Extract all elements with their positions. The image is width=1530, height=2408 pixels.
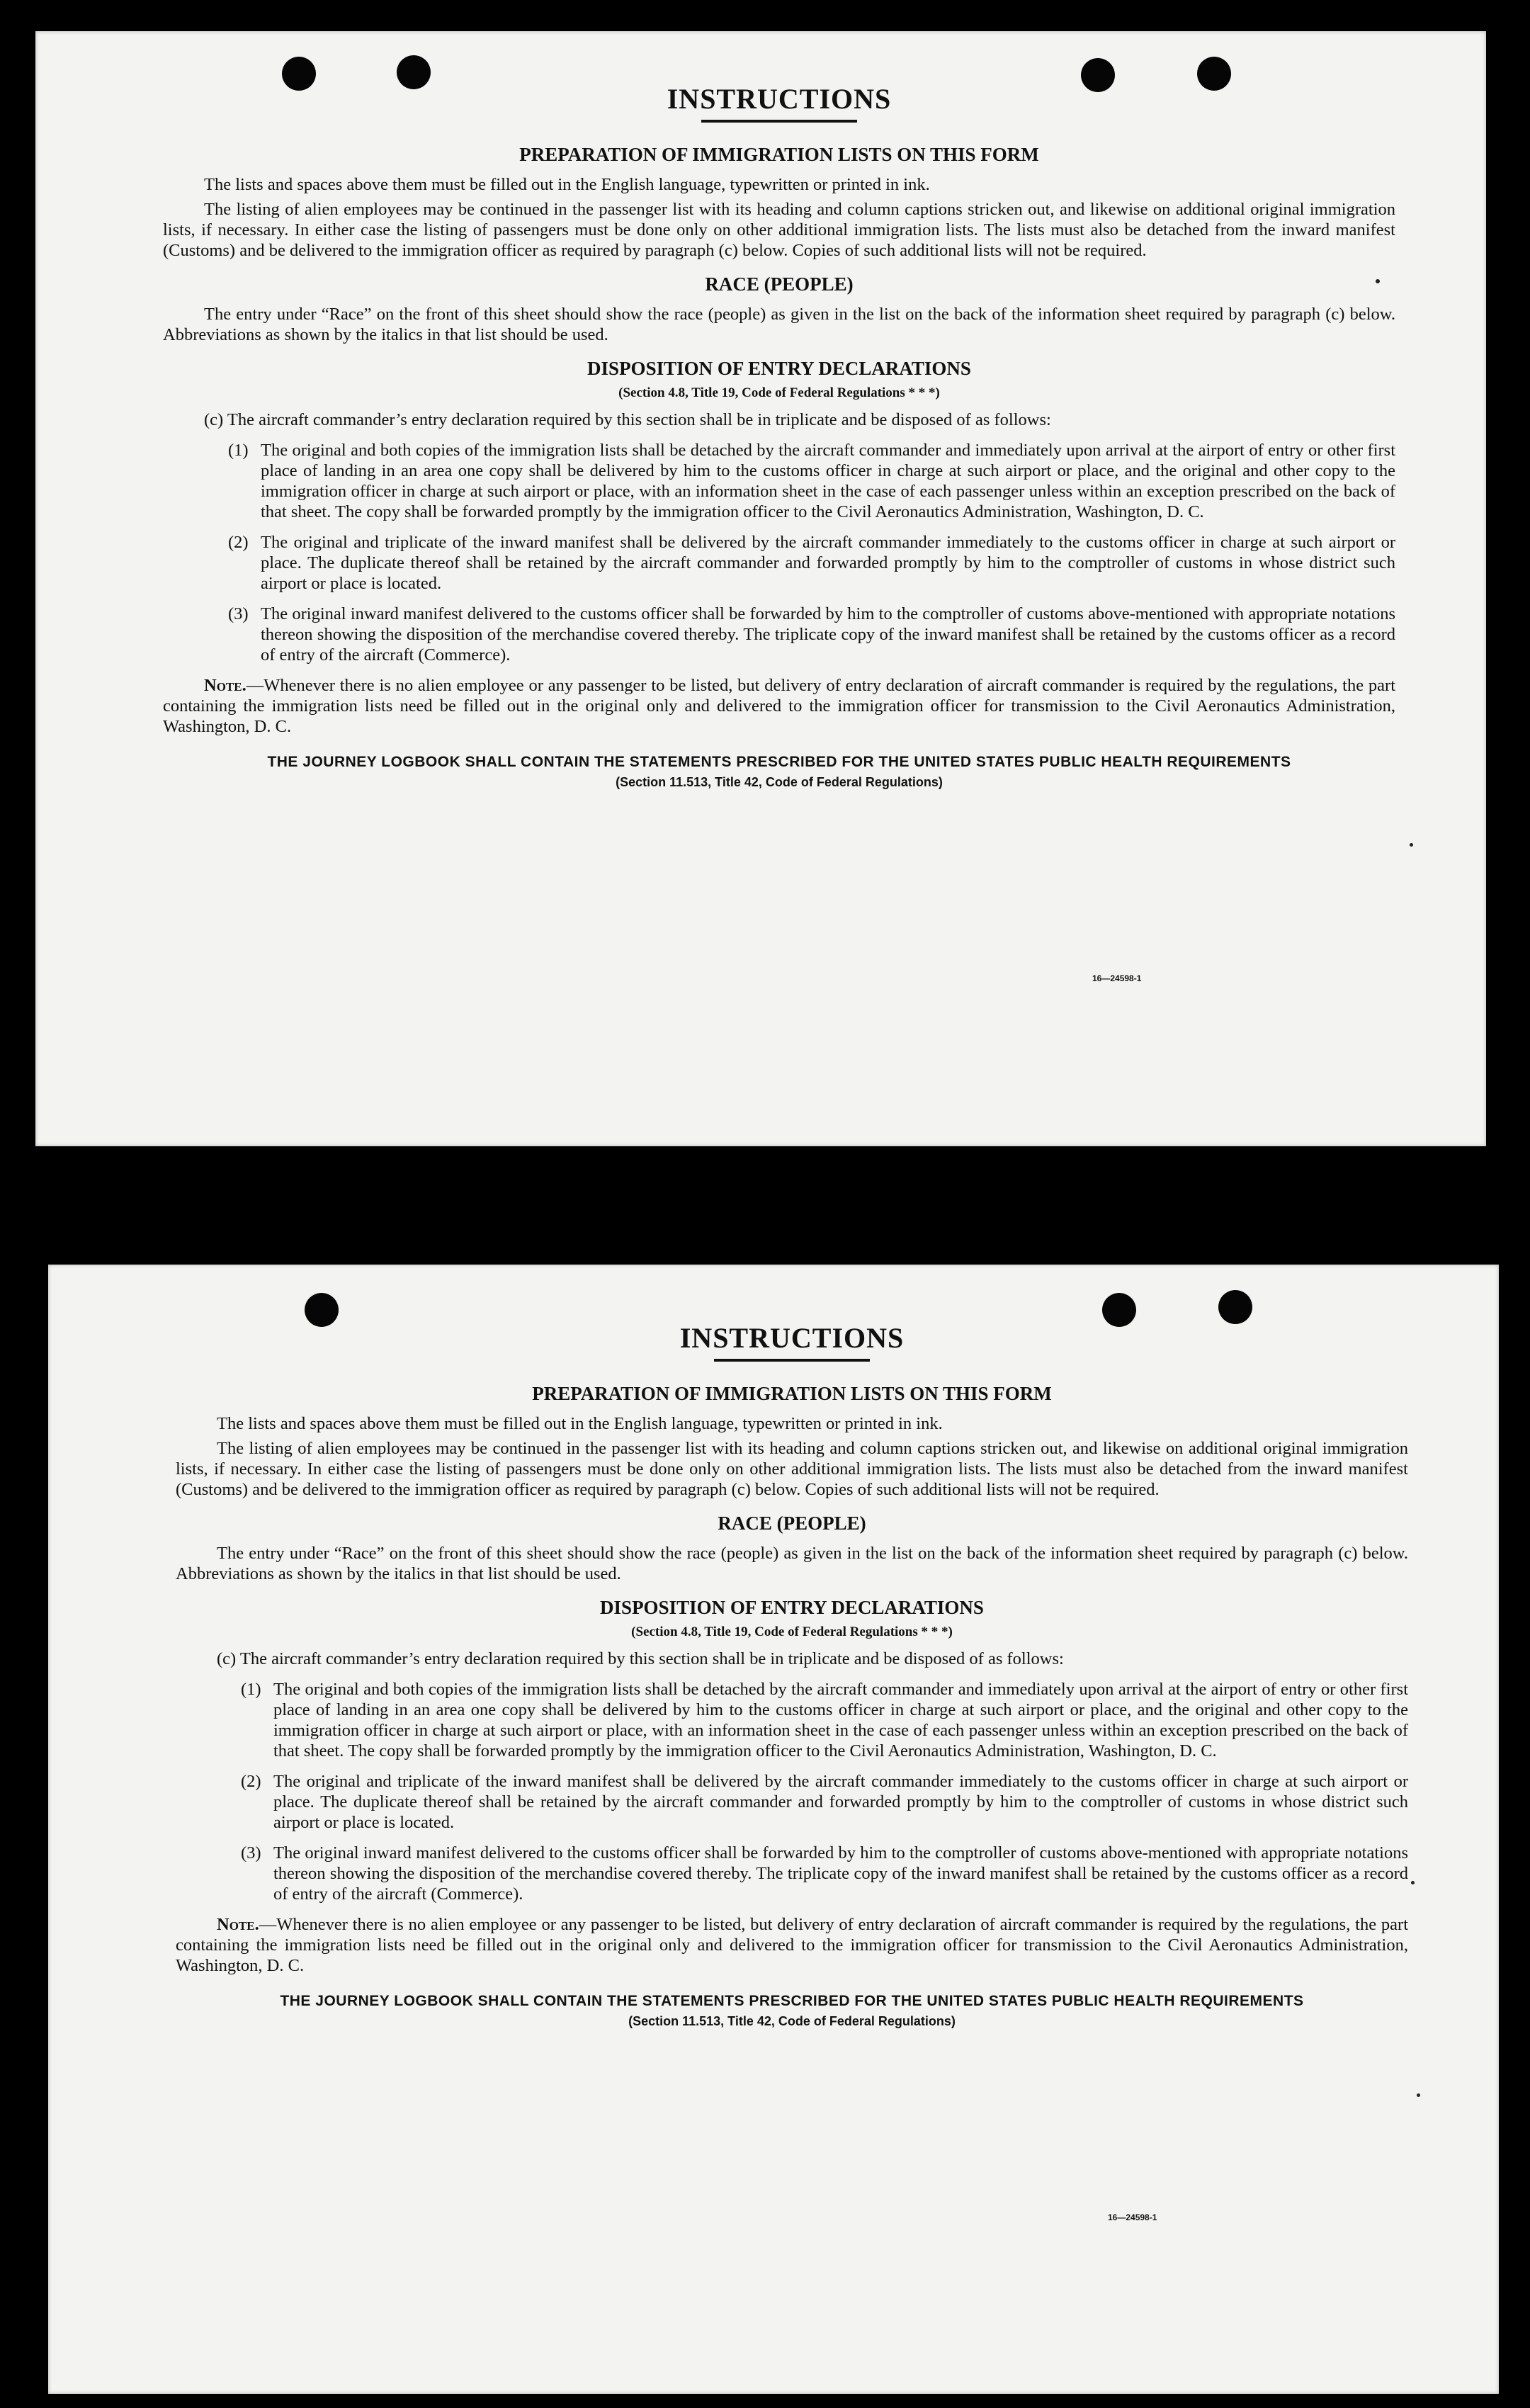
logbook-citation: (Section 11.513, Title 42, Code of Federal Regulations) xyxy=(616,775,943,789)
note-text: —Whenever there is no alien employee or any passenger to be listed, but delivery of entry declaration of aircraft commander is required by the regulations, the part containing the immigration lists need be filled out in the original only and delivered to the immigration officer for transmission to the Civil Aeronautics Administration, Washington, D. C. xyxy=(176,1915,1408,1975)
scan-speck xyxy=(1411,1881,1415,1884)
list-item xyxy=(241,1843,1408,1904)
item-text: The original and both copies of the immigration lists shall be detached by the aircraft commander and immediately upon arrival at the airport of entry or other first place of landing in an area one copy shall be delivered by him to the customs officer in charge at such airport or place, and the original and other copy to the immigration officer in charge at such airport or place, with an information sheet in the case of each passenger unless within an exception prescribed on the back of that sheet. The copy shall be forwarded promptly by the immigration officer to the Civil Aeronautics Administration, Washington, D. C. xyxy=(261,441,1395,521)
title-underline xyxy=(701,120,857,123)
note-text: —Whenever there is no alien employee or any passenger to be listed, but delivery of entry declaration of aircraft commander is required by the regulations, the part containing the immigration lists need be filled out in the original only and delivered to the immigration officer for transmission to the Civil Aeronautics Administration, Washington, D. C. xyxy=(163,676,1395,736)
item-number: (1) xyxy=(241,1680,261,1699)
scan-speck xyxy=(1376,279,1380,283)
note-label: Note. xyxy=(217,1915,259,1934)
scan-speck xyxy=(1410,843,1413,847)
paragraph-language: The lists and spaces above them must be filled out in the English language, typewritten or printed in ink. xyxy=(217,1414,943,1433)
list-item xyxy=(241,1679,1408,1761)
instruction-sheet-top xyxy=(35,31,1486,1146)
logbook-citation: (Section 11.513, Title 42, Code of Federal Regulations) xyxy=(628,2014,956,2028)
list-item xyxy=(241,1771,1408,1833)
section-citation: (Section 4.8, Title 19, Code of Federal Regulations * * *) xyxy=(631,1624,953,1639)
paragraph-race: The entry under “Race” on the front of this sheet should show the race (people) as given in the list on the back of the information sheet required by paragraph (c) below. Abbreviations as shown by the italics in that list should be used. xyxy=(176,1544,1408,1583)
instructions-body xyxy=(176,1321,1408,2029)
title-underline xyxy=(714,1359,870,1362)
list-item xyxy=(228,604,1395,665)
scan-speck xyxy=(1417,2093,1420,2097)
section-heading-preparation: PREPARATION OF IMMIGRATION LISTS ON THIS FORM xyxy=(519,144,1039,165)
list-item xyxy=(228,532,1395,594)
note-label: Note. xyxy=(204,676,246,695)
item-text: The original and triplicate of the inward manifest shall be delivered by the aircraft commander immediately to the customs officer in charge at such airport or place. The duplicate thereof shall be retained by the aircraft commander and forwarded promptly by him to the comptroller of customs in whose district such airport or place is located. xyxy=(273,1772,1408,1832)
form-number: 16—24598-1 xyxy=(1108,2212,1157,2222)
paragraph-alien-employees: The listing of alien employees may be continued in the passenger list with its heading and column captions stricken out, and likewise on additional original immigration lists, if necessary. In either case the listing of passengers must be done only on other additional immigration lists. The lists must also be detached from the inward manifest (Customs) and be delivered to the immigration officer as required by paragraph (c) below. Copies of such additional lists will not be required. xyxy=(176,1439,1408,1499)
instruction-sheet-bottom xyxy=(48,1265,1499,2394)
section-heading-disposition: DISPOSITION OF ENTRY DECLARATIONS xyxy=(600,1597,984,1618)
section-heading-race: RACE (PEOPLE) xyxy=(718,1513,866,1534)
item-number: (3) xyxy=(241,1843,261,1862)
section-citation: (Section 4.8, Title 19, Code of Federal Regulations * * *) xyxy=(618,385,940,400)
section-heading-race: RACE (PEOPLE) xyxy=(705,273,854,295)
punch-hole xyxy=(1218,1290,1252,1324)
item-number: (2) xyxy=(228,533,249,552)
form-number: 16—24598-1 xyxy=(1092,973,1142,983)
paragraph-alien-employees: The listing of alien employees may be continued in the passenger list with its heading and column captions stricken out, and likewise on additional original immigration lists, if necessary. In either case the listing of passengers must be done only on other additional immigration lists. The lists must also be detached from the inward manifest (Customs) and be delivered to the immigration officer as required by paragraph (c) below. Copies of such additional lists will not be required. xyxy=(163,200,1395,260)
item-text: The original and both copies of the immigration lists shall be detached by the aircraft commander and immediately upon arrival at the airport of entry or other first place of landing in an area one copy shall be delivered by him to the customs officer in charge at such airport or place, and the original and other copy to the immigration officer in charge at such airport or place, with an information sheet in the case of each passenger unless within an exception prescribed on the back of that sheet. The copy shall be forwarded promptly by the immigration officer to the Civil Aeronautics Administration, Washington, D. C. xyxy=(273,1680,1408,1760)
clause-c: (c) The aircraft commander’s entry declaration required by this section shall be in triplicate and be disposed of as follows: xyxy=(204,410,1051,429)
item-text: The original and triplicate of the inward manifest shall be delivered by the aircraft commander immediately to the customs officer in charge at such airport or place. The duplicate thereof shall be retained by the aircraft commander and forwarded promptly by him to the comptroller of customs in whose district such airport or place is located. xyxy=(261,533,1395,593)
logbook-statement: THE JOURNEY LOGBOOK SHALL CONTAIN THE STATEMENTS PRESCRIBED FOR THE UNITED STATES PUBLIC HEALTH REQUIREMENTS xyxy=(267,754,1291,770)
note-paragraph xyxy=(163,675,1395,737)
section-heading-disposition: DISPOSITION OF ENTRY DECLARATIONS xyxy=(587,358,971,379)
paragraph-language: The lists and spaces above them must be filled out in the English language, typewritten or printed in ink. xyxy=(204,175,930,194)
section-heading-preparation: PREPARATION OF IMMIGRATION LISTS ON THIS FORM xyxy=(532,1383,1052,1404)
paragraph-race: The entry under “Race” on the front of this sheet should show the race (people) as given in the list on the back of the information sheet required by paragraph (c) below. Abbreviations as shown by the italics in that list should be used. xyxy=(163,305,1395,344)
item-number: (1) xyxy=(228,441,249,460)
logbook-statement: THE JOURNEY LOGBOOK SHALL CONTAIN THE STATEMENTS PRESCRIBED FOR THE UNITED STATES PUBLIC HEALTH REQUIREMENTS xyxy=(280,1993,1304,2009)
instructions-body xyxy=(163,82,1395,790)
item-number: (3) xyxy=(228,604,249,623)
page-title: INSTRUCTIONS xyxy=(667,83,892,115)
list-item xyxy=(228,440,1395,522)
item-text: The original inward manifest delivered to the customs officer shall be forwarded by him to the comptroller of customs above-mentioned with appropriate notations thereon showing the disposition of the merchandise covered thereby. The triplicate copy of the inward manifest shall be retained by the customs officer as a record of entry of the aircraft (Commerce). xyxy=(273,1843,1408,1904)
item-number: (2) xyxy=(241,1772,261,1791)
page-title: INSTRUCTIONS xyxy=(679,1322,905,1354)
clause-c: (c) The aircraft commander’s entry declaration required by this section shall be in triplicate and be disposed of as follows: xyxy=(217,1649,1064,1668)
note-paragraph xyxy=(176,1914,1408,1976)
item-text: The original inward manifest delivered to the customs officer shall be forwarded by him to the comptroller of customs above-mentioned with appropriate notations thereon showing the disposition of the merchandise covered thereby. The triplicate copy of the inward manifest shall be retained by the customs officer as a record of entry of the aircraft (Commerce). xyxy=(261,604,1395,665)
